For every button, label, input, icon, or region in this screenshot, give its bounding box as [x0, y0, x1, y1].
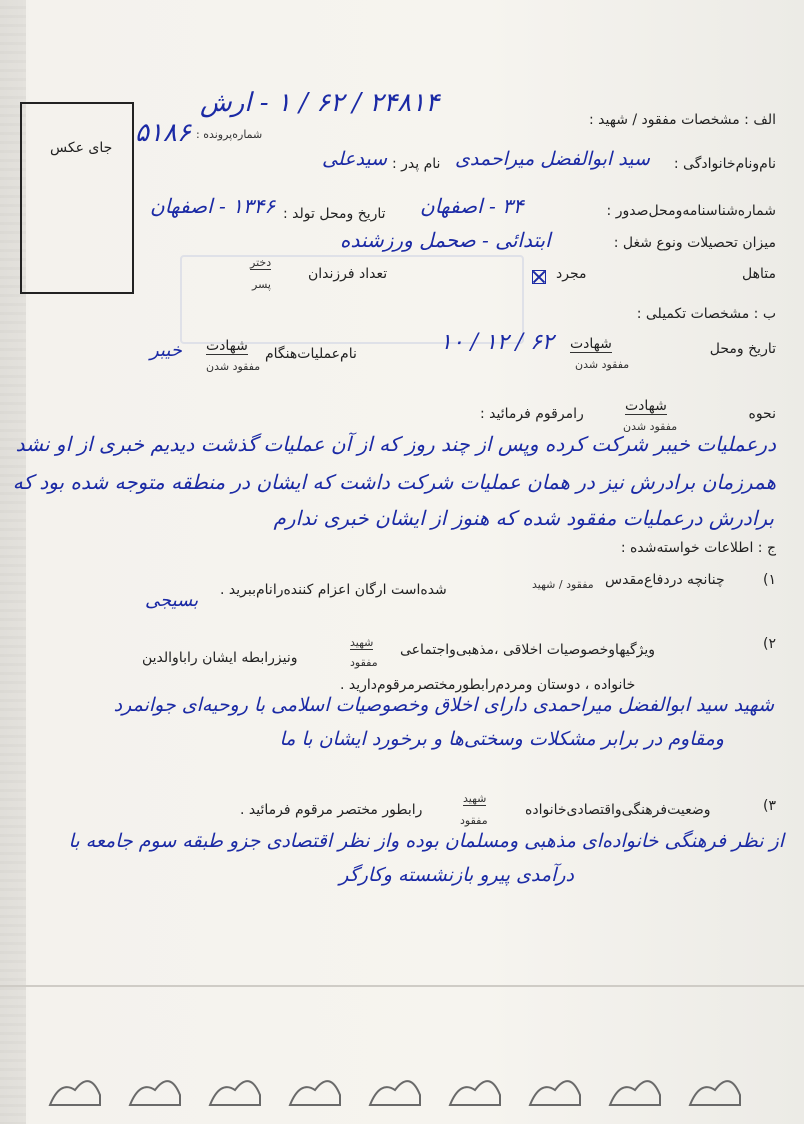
- id-value: ۳۴ - اصفهان: [420, 194, 524, 218]
- operation-field-label: شهادت: [206, 338, 248, 354]
- children-boy-label: پسر: [252, 278, 271, 291]
- manner-field-label: شهادت: [625, 398, 667, 414]
- married-label: متاهل: [742, 266, 776, 282]
- name-label: نام‌ونام‌خانوادگی :: [673, 156, 776, 172]
- archive-number: ۲۴۸۱۴ / ۶۲ / ۱ - ارش: [200, 88, 440, 118]
- date-value: ۶۲ / ۱۲ / ۱۰: [440, 330, 554, 355]
- photo-label: جای عکس: [50, 140, 113, 156]
- q2-field-bottom: مفقود: [350, 656, 378, 669]
- q1-field: مفقود / شهید: [532, 578, 594, 591]
- operation-value: خیبر: [150, 340, 182, 361]
- operation-field-sub: مفقود شدن: [206, 360, 261, 373]
- name-value: سید ابوالفضل میراحمدی: [455, 148, 650, 170]
- q3-field-bottom: مفقود: [460, 814, 488, 827]
- manner-text-line-1: درعملیات خیبر شرکت کرده وپس از چند روز که از آن عملیات گذشت دیدیم خبری از او نشد: [15, 432, 776, 456]
- q2-field-top: شهید: [350, 636, 374, 649]
- manner-field-sub: مفقود شدن: [623, 420, 678, 433]
- birth-label: تاریخ ومحل تولد :: [283, 206, 386, 222]
- operation-label: نام‌عملیات‌هنگام: [265, 346, 357, 362]
- manner-label-post: رامرقوم فرمائید :: [480, 406, 584, 422]
- q3-text-a: وضعیت‌فرهنگی‌واقتصادی‌خانواده: [525, 802, 711, 818]
- section-c-heading: ج : اطلاعات خواسته‌شده :: [620, 540, 776, 556]
- section-b-heading: ب : مشخصات تکمیلی :: [636, 306, 776, 322]
- education-value: ابتدائی - صحمل ورزشنده: [340, 228, 551, 252]
- q3-field-top: شهید: [463, 792, 487, 805]
- case-number-value: ۵۱۸۶: [135, 118, 191, 148]
- single-label: مجرد: [556, 266, 587, 282]
- photo-placeholder-box: [20, 102, 134, 294]
- decorative-footer-band: [30, 1055, 790, 1115]
- q1-text-b: شده‌است ارگان اعزام کننده‌رانام‌ببرید .: [220, 582, 447, 598]
- q3-answer-line-1: از نظر فرهنگی خانواده‌ای مذهبی ومسلمان بوده واز نظر اقتصادی جزو طبقه سوم جامعه با: [68, 830, 784, 852]
- q2-text-c: خانواده ، دوستان ومردم‌رابطور‌مختصرمرقوم‌دارید .: [340, 677, 636, 693]
- manner-text-line-3: برادرش درعملیات مفقود شده که هنوز از ایشان خبری ندارم: [273, 506, 774, 530]
- father-value: سیدعلی: [322, 148, 388, 170]
- case-number-label: شماره‌پرونده :: [196, 128, 263, 141]
- q2-text-a: ویژگیها‌وخصوصیات اخلاقی ،مذهبی‌واجتماعی: [400, 642, 656, 658]
- page-fold: [0, 985, 804, 987]
- date-field-label: شهادت: [570, 336, 612, 352]
- q2-answer-line-2: ومقاوم در برابر مشکلات وسختی‌ها و برخورد ایشان با ما: [279, 728, 724, 750]
- q3-answer-line-2: درآمدی پیرو بازنشسته وکارگر: [339, 864, 574, 886]
- q3-number: ۳): [763, 798, 776, 814]
- q2-number: ۲): [763, 636, 776, 652]
- birth-value: ۱۳۴۶ - اصفهان: [150, 194, 276, 218]
- date-label: تاریخ ومحل: [709, 341, 776, 357]
- education-label: میزان تحصیلات ونوع شغل :: [613, 235, 776, 251]
- q2-answer-line-1: شهید سید ابوالفضل میراحمدی دارای اخلاق وخصوصیات اسلامی با روحیه‌ای جوانمرد: [113, 694, 774, 716]
- date-field-sub: مفقود شدن: [575, 358, 630, 371]
- q3-text-b: رابطور مختصر مرقوم فرمائید .: [240, 802, 423, 818]
- q1-answer: بسیجی: [145, 590, 199, 611]
- father-label: نام پدر :: [392, 156, 441, 172]
- q1-text-a: چنانچه دردفاع‌مقدس: [605, 572, 725, 588]
- children-girl-label: دختر: [250, 256, 272, 269]
- manner-label-pre: نحوه: [748, 406, 776, 422]
- id-label: شماره‌شناسنامه‌ومحل‌صدور :: [606, 203, 776, 219]
- section-a-heading: الف : مشخصات مفقود / شهید :: [589, 112, 776, 128]
- single-checkbox-checked: [532, 270, 546, 284]
- footer-flower-pattern: [30, 1055, 790, 1115]
- q2-text-b: ونیزرابطه ایشان رابا‌والدین: [142, 650, 298, 666]
- children-label: تعداد فرزندان: [308, 266, 388, 282]
- q1-number: ۱): [763, 572, 776, 588]
- manner-text-line-2: همرزمان برادرش نیز در همان عملیات شرکت داشت که ایشان در منطقه متوجه شده بود که: [12, 470, 776, 494]
